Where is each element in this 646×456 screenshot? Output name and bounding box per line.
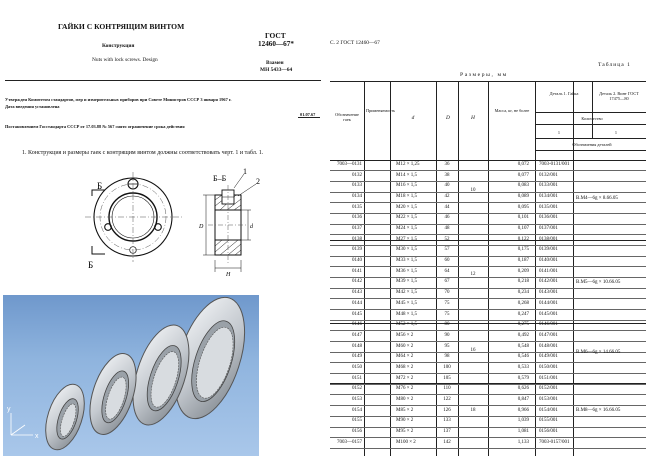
table-row-code: 0142 [352,279,362,285]
table-row-mass: 1,133 [517,439,529,445]
table-row-part1: 0139/001 [539,247,558,253]
decree-text: Постановлением Госстандарта СССР от 17.03.88 № 567 снято ограничение срока действия [5,124,185,129]
table-row-code: 7003—0157 [337,439,362,445]
table-row-D: 126 [443,407,451,413]
replaces-number: МН 5433—64 [260,67,293,73]
section-mark-top: Б [97,181,103,191]
table-row-part1: 7003-0157/001 [539,439,570,445]
table-row-part1: 0147/001 [539,332,558,338]
table-row-d: M18 × 1,5 [396,194,418,200]
table-row-D: 64 [444,268,450,274]
dim-d: d [250,224,253,230]
table-row-code: 0156 [352,429,362,434]
table-row-D: 57 [444,247,450,253]
table-row-part1: 0150/001 [539,364,558,370]
table-row-code: 0155 [352,418,362,424]
table-row-d: M60 × 2 [396,343,414,349]
axis-x-label: x [35,433,39,440]
table-row-d: M14 × 1,5 [396,172,418,178]
col-mass: Масса, кг, не более [494,108,530,113]
table-row-D: 40 [444,183,450,189]
table-row-d: M76 × 2 [396,386,414,392]
table-row-part1: 0149/001 [539,354,558,360]
table-row-D: 142 [443,439,451,445]
table-row-part1: 0153/001 [539,396,558,402]
table-row-D: 98 [444,354,450,360]
table-row-mass: 0,579 [517,375,529,381]
table-row-d: M36 × 1,5 [396,268,418,274]
table-row-code: 0154 [352,407,362,413]
table-row-code: 7003—0131 [337,162,362,167]
table-row-mass: 0,122 [517,236,529,242]
table-row-code: 0145 [352,311,362,317]
table-row-code: 0149 [352,354,362,360]
table-row-mass: 1,039 [517,418,529,424]
gost-label: ГОСТ [265,31,286,40]
table-row-mass: 0,175 [517,247,529,253]
table-row-d: M20 × 1,5 [396,204,418,210]
table-row-part1: 0132/001 [539,172,558,178]
date-intro: Дата введения установлена [5,104,60,109]
table-row-mass: 0,626 [517,386,529,392]
table-row-mass: 0,275 [517,322,529,328]
sizes-caption: Размеры, мм [460,72,508,78]
table-row-d: M68 × 2 [396,364,414,370]
table-row-d: M24 × 1,5 [396,226,418,232]
group-bolt-3: B.M6—6g × 14.66.05 [576,350,621,355]
table-row-code: 0136 [352,215,362,221]
col-parts: Обозначения деталей [572,142,612,147]
table-row-d: M72 × 2 [396,375,414,381]
col-d: d [411,115,415,121]
table-row-mass: 0,107 [517,226,529,232]
table-row-part1: 7003-0131/001 [539,162,570,167]
axis-y-label: y [7,406,11,413]
table-row-d: M39 × 1,5 [396,279,418,285]
table-row-D: 80 [444,322,450,328]
table-row-d: M80 × 2 [396,396,414,402]
table-row-part1: 0152/001 [539,386,558,392]
date-value: 01.07.67 [300,112,316,117]
table-row-code: 0151 [352,375,362,381]
table-row-D: 38 [444,172,450,178]
table-row-D: 52 [444,236,450,242]
table-row-D: 70 [444,290,450,296]
table-row-mass: 1,081 [517,429,529,434]
replaces-label: Взамен [266,60,284,66]
table-row-code: 0150 [352,364,362,370]
section-title: Б–Б [213,174,227,183]
table-row-code: 0134 [352,194,362,200]
table-row-d: M16 × 1,5 [396,183,418,189]
gost-number: 12460—67* [258,40,294,48]
table-row-mass: 0,247 [517,311,529,317]
table-row-part1: 0142/001 [539,279,558,285]
table-row-part1: 0141/001 [539,268,558,274]
table-row-d: M33 × 1,5 [396,258,418,264]
group-bolt-4: B.M8—6g × 16.66.05 [576,408,621,413]
table-row-code: 0135 [352,204,362,210]
table-row-D: 133 [443,418,451,424]
table-row-d: M12 × 1,25 [396,162,420,167]
table-row-part1: 0145/001 [539,311,558,317]
table-row-d: M85 × 2 [396,407,414,413]
table-row-D: 48 [444,226,450,232]
table-row-D: 60 [444,258,450,264]
table-row-d: M42 × 1,5 [396,290,418,296]
table-row-D: 67 [444,279,450,285]
table-row-mass: 0,077 [517,172,529,178]
table-row-code: 0140 [352,258,362,264]
table-row-D: 75 [444,300,450,306]
table-row-d: M95 × 2 [396,429,414,434]
table-row-code: 0148 [352,343,362,349]
table-row-part1: 0134/001 [539,194,558,200]
table-row-d: M56 × 2 [396,332,414,338]
table-row-code: 0139 [352,247,362,253]
table-row-d: M48 × 1,5 [396,311,418,317]
table-row-d: M45 × 1,5 [396,300,418,306]
table-row-mass: 0,268 [517,300,529,306]
table-row-mass: 0,533 [517,364,529,370]
table-row-mass: 0,095 [517,204,529,210]
table-row-D: 90 [444,332,450,338]
table-row-D: 137 [443,429,451,434]
group-H-4: 18 [470,408,476,413]
table-row-code: 0132 [352,172,362,178]
table-row-part1: 0148/001 [539,343,558,349]
table-row-code: 0153 [352,396,362,402]
table-row-d: M90 × 2 [396,418,414,424]
table-row-mass: 0,847 [517,396,529,402]
table-row-mass: 0,187 [517,258,529,264]
table-row-part1: 0133/001 [539,183,558,189]
table-row-part1: 0151/001 [539,375,558,381]
table-row-D: 100 [443,364,451,370]
table-row-mass: 0,101 [517,215,529,221]
table-row-D: 95 [444,343,450,349]
col-qty: Количество [581,116,603,121]
table-row-code: 0138 [352,236,362,242]
col-H: H [471,115,475,121]
table-row-code: 0152 [352,386,362,392]
col-designation: Обозначение гаек [335,112,359,122]
table-row-part1: 0137/001 [539,226,558,232]
table-row-D: 75 [444,311,450,317]
nut-render-svg [3,295,259,456]
table-row-part1: 0140/001 [539,258,558,264]
table-row-mass: 0,209 [517,268,529,274]
table-row-mass: 0,083 [517,183,529,189]
group-H-2: 12 [470,272,476,277]
col-application: Применяемость [366,108,396,113]
table-row-part1: 0155/001 [539,418,558,424]
approval-text: Утвержден Комитетом стандартов, мер и измерительных приборов при Совете Министров СССР 3 января 1967 г. [5,97,232,102]
table-row-d: M30 × 1,5 [396,247,418,253]
table-row-part1: 0146/001 [539,322,558,328]
table-row-mass: 0,072 [517,162,529,167]
table-row-code: 0133 [352,183,362,189]
table-row-mass: 0,546 [517,354,529,360]
qty-1: 1 [557,130,561,135]
group-H-3: 16 [470,348,476,353]
group-bolt-1: B.M4—6g × 8.66.05 [576,196,618,201]
table-row-mass: 0,089 [517,194,529,200]
table-row-d: M22 × 1,5 [396,215,418,221]
table-row-code: 0144 [352,300,362,306]
qty-2: 1 [614,130,618,135]
dim-D: D [199,224,204,230]
table-row-code: 0137 [352,226,362,232]
table-row-D: 122 [443,396,451,402]
table-row-mass: 0,966 [517,407,529,413]
table-row-part1: 0154/001 [539,407,558,413]
table-row-part1: 0144/001 [539,300,558,306]
table-row-mass: 0,218 [517,279,529,285]
table-row-part1: 0138/001 [539,236,558,242]
table-row-code: 0147 [352,332,362,338]
group-bolt-2: B.M5—6g × 10.66.05 [576,280,621,285]
nut-drawing [0,160,300,295]
table-row-d: M27 × 1,5 [396,236,418,242]
table-row-part1: 0135/001 [539,204,558,210]
table-row-part1: 0143/001 [539,290,558,296]
table-row-D: 46 [444,215,450,221]
callout-1: 1 [243,167,247,176]
col-part1: Деталь 1. Гайка [549,91,579,96]
table-row-mass: 0,234 [517,290,529,296]
table-row-D: 36 [444,162,450,167]
table-row-mass: 0,492 [517,332,529,338]
table-row-part1: 0136/001 [539,215,558,221]
doc-english-title: Nuts with lock screws. Design [92,57,158,63]
dim-H: H [226,272,231,278]
table-row-code: 0141 [352,268,362,274]
table-row-d: M52 × 1,5 [396,322,418,328]
paragraph-1: 1. Конструкция и размеры гаек с контрящим винтом должны соответствовать черт. 1 и табл. 1. [22,150,264,156]
table-row-d: M64 × 2 [396,354,414,360]
page-header: С. 2 ГОСТ 12460—67 [330,40,380,46]
table-row-D: 105 [443,375,451,381]
table-row-D: 44 [444,204,450,210]
group-H-1: 10 [470,188,476,193]
table-row-D: 110 [443,386,451,392]
table-row-part1: 0156/001 [539,429,558,434]
section-mark-bottom: Б [88,260,94,270]
doc-title: ГАЙКИ С КОНТРЯЩИМ ВИНТОМ [58,22,185,31]
callout-2: 2 [256,177,260,186]
col-D: D [446,115,450,121]
table-row-d: M100 × 2 [396,439,416,445]
table-row-code: 0146 [352,322,362,328]
table-row-code: 0143 [352,290,362,296]
table-label: Таблица 1 [598,62,631,68]
table-row-mass: 0,548 [517,343,529,349]
doc-subtitle: Конструкция [102,43,135,49]
col-part2: Деталь 2. Винт ГОСТ 17475—80 [599,91,639,101]
table-row-D: 42 [444,194,450,200]
